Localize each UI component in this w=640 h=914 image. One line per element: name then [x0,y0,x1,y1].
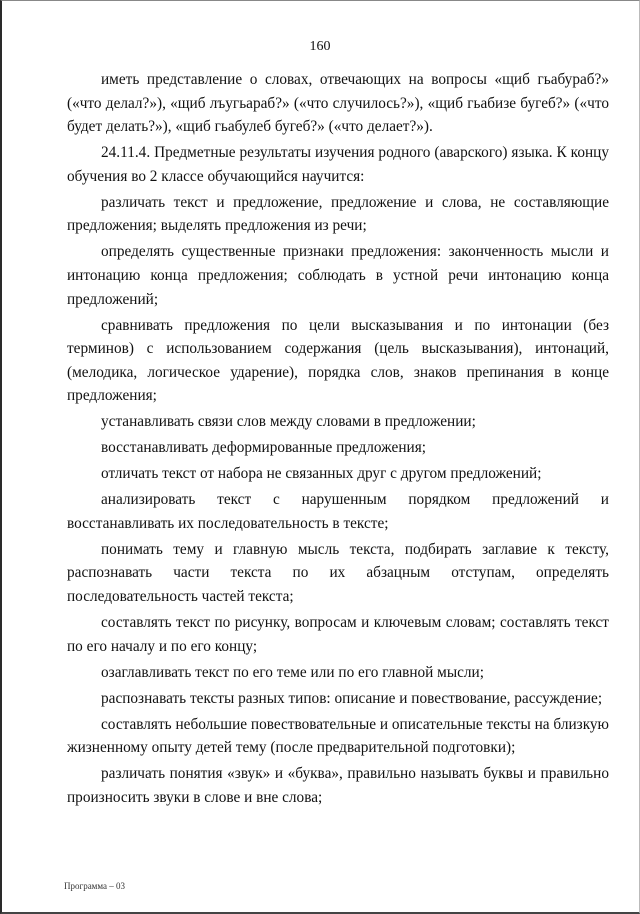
paragraph-5: сравнивать предложения по цели высказывания и по интонации (без терминов) с использованием содержания (цель высказывания), интонаций, (мелодика, логическое ударение), порядка слов, знаков препинания в конце предложения; [67,316,609,405]
paragraph-3: различать текст и предложение, предложение и слова, не составляющие предложения; выделять предложения из речи; [67,193,609,235]
paragraph-7: восстанавливать деформированные предложения; [101,439,426,457]
paragraph-10: понимать тему и главную мысль текста, подбирать заглавие к тексту, распознавать части текста по их абзацным отступам, определять последовательность частей текста; [67,540,609,605]
paragraph-13: распознавать тексты разных типов: описание и повествование, рассуждение; [101,689,603,707]
page-number: 160 [309,39,331,54]
footer-label: Программа – 03 [64,881,126,891]
paragraph-15: различать понятия «звук» и «буква», правильно называть буквы и правильно произносить звуки в слове и вне слова; [67,765,609,806]
paragraph-14: составлять небольшие повествовательные и описательные тексты на близкую жизненному опыту детей тему (после предварительной подготовки); [67,715,609,757]
paragraph-11: составлять текст по рисунку, вопросам и ключевым словам; составлять текст по его началу и по его концу; [67,613,609,655]
paragraph-1: иметь представление о словах, отвечающих на вопросы «щиб гьабураб?» («что делал?»), «щиб лъугьараб?» («что случилось?»), «щиб гьабизе бугеб?» («что будет делать?»), «щиб гьабулеб бугеб?» («что делает?»). [67,71,609,136]
document-body [67,68,609,812]
paragraph-4: определять существенные признаки предложения: законченность мысли и интонацию конца предложения; соблюдать в устной речи интонацию конца предложений; [67,243,609,308]
paragraph-8: отличать текст от набора не связанных друг с другом предложений; [101,465,542,483]
paragraph-12: озаглавливать текст по его теме или по его главной мысли; [101,663,484,681]
paragraph-9: анализировать текст с нарушенным порядком предложений и восстанавливать их последовательность в тексте; [67,491,609,532]
paragraph-2: 24.11.4. Предметные результаты изучения родного (аварского) языка. К концу обучения во 2 классе обучающийся научится: [67,144,609,185]
paragraph-6: устанавливать связи слов между словами в предложении; [101,413,476,431]
